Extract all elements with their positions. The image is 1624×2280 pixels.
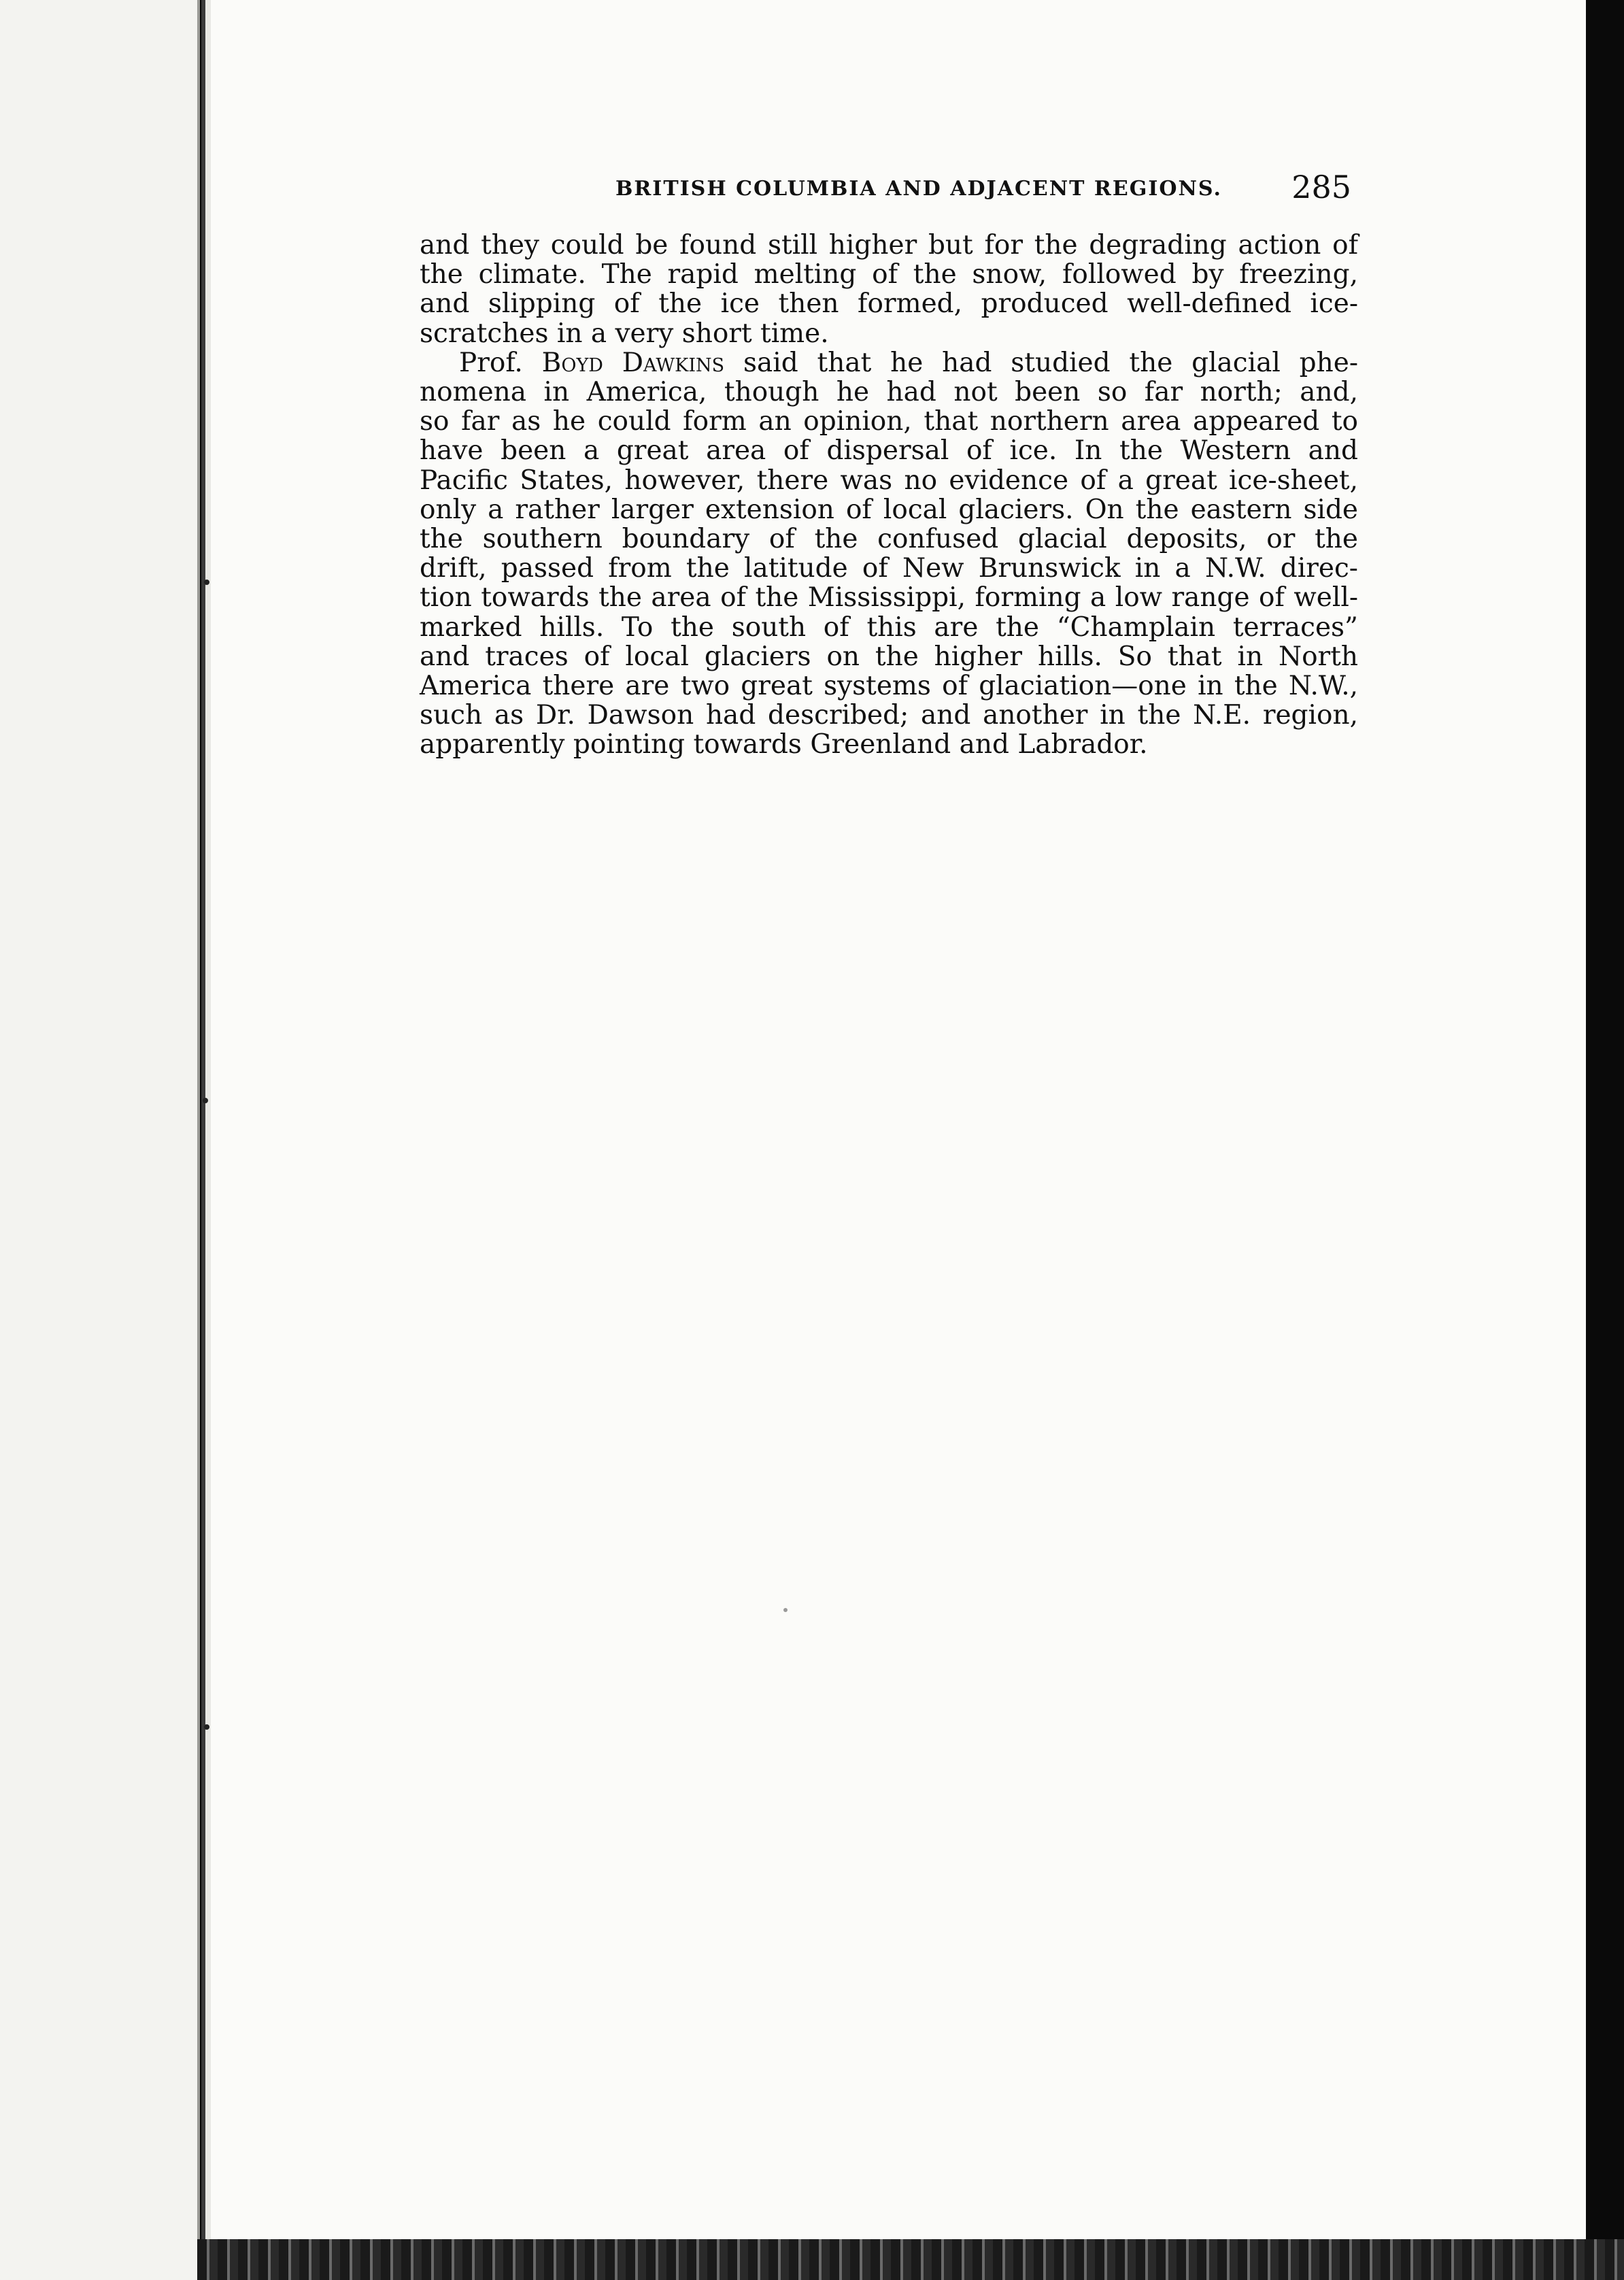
page-number: 285: [1291, 169, 1351, 205]
text-line: Pacific States, however, there was no evidence of a great ice-sheet,: [420, 465, 1358, 496]
scan-speck: [204, 1724, 209, 1730]
text-line: and they could be found still higher but for the degrading action of: [420, 230, 1358, 261]
scan-speck: [783, 1608, 788, 1612]
text-line: such as Dr. Dawson had described; and another in the N.E. region,: [420, 700, 1358, 731]
text-line: apparently pointing towards Greenland and Labrador.: [420, 729, 1148, 760]
speaker-name: Boyd Dawkins: [541, 347, 725, 378]
scan-speck: [203, 1098, 208, 1103]
facing-page-edge: [0, 0, 200, 2280]
text-line: so far as he could form an opinion, that northern area appeared to: [420, 406, 1358, 437]
text-line: the southern boundary of the confused glacial deposits, or the: [420, 524, 1358, 555]
scan-speck: [204, 580, 209, 585]
text-fragment: said that he had studied the glacial phe-: [724, 347, 1359, 378]
text-line: drift, passed from the latitude of New Brunswick in a N.W. direc-: [420, 553, 1358, 584]
text-line: scratches in a very short time.: [420, 318, 829, 349]
page-bottom-edge: [197, 2239, 1624, 2280]
text-line: have been a great area of dispersal of ice. In the Western and: [420, 435, 1358, 467]
text-line: marked hills. To the south of this are the “Champlain terraces”: [420, 611, 1358, 643]
text-line: only a rather larger extension of local glaciers. On the eastern side: [420, 494, 1358, 525]
body-text: [420, 231, 1358, 760]
text-line: nomena in America, though he had not been so far north; and,: [420, 377, 1358, 408]
text-line: and slipping of the ice then formed, produced well-defined ice-: [420, 288, 1358, 320]
paragraph: [420, 231, 1358, 348]
text-prefix: Prof.: [459, 347, 542, 378]
page-header: [422, 169, 1357, 209]
running-head: BRITISH COLUMBIA AND ADJACENT REGIONS.: [615, 177, 1222, 201]
paragraph: [420, 348, 1358, 760]
text-line: the climate. The rapid melting of the snow, followed by freezing,: [420, 259, 1358, 290]
text-line: [420, 348, 1358, 378]
text-line: America there are two great systems of glaciation—one in the N.W.,: [420, 671, 1358, 702]
scan-border-right: [1586, 0, 1624, 2280]
text-line: and traces of local glaciers on the higher hills. So that in North: [420, 641, 1358, 672]
text-line: tion towards the area of the Mississippi, forming a low range of well-: [420, 582, 1358, 614]
